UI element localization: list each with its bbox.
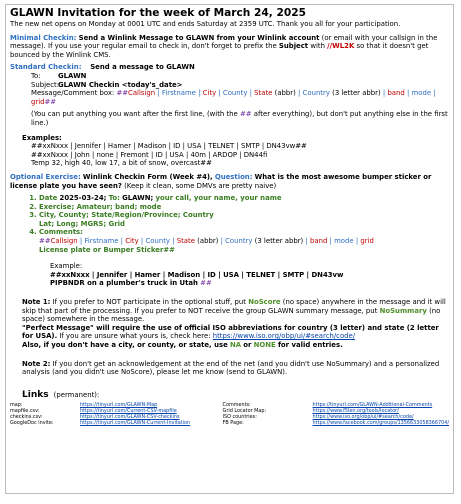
- step-2: 2. Exercise; Amateur; band; mode: [39, 203, 449, 212]
- example-3: Temp 32, high 40, low 17, a bit of snow, overcast##: [31, 159, 212, 168]
- minimal-bold: Send a Winlink Message to GLAWN from your Winlink account: [78, 33, 320, 42]
- grid-locator-link[interactable]: https://www.f5len.org/tools/locator/: [312, 407, 399, 414]
- fld-firstname: Firstname: [161, 89, 196, 98]
- mapfile-link[interactable]: https://tinyurl.com/Current-CSV-mapfile: [80, 407, 177, 414]
- checkins-link[interactable]: https://tinyurl.com/GLAWN-CSV-checkins: [80, 413, 180, 420]
- links-heading-note: (permanent):: [53, 390, 100, 399]
- to-value: GLAWN: [58, 71, 87, 80]
- note-2: Note 2: If you don't get an acknowledgement at the end of the net (and you didn't use NoSummary) and a personalized analysis (and you didn't use NoScore), please let me know (send to GLAWN).: [22, 359, 440, 377]
- fld-mode: mode: [411, 89, 432, 98]
- example-line-1: ##xxNxxx | Jennifer | Hamer | Madison | ID | USA | TELNET | SMTP | DN43vw: [50, 270, 344, 279]
- minimal-text2: so that it doesn't get bounced by the Winlink CMS.: [10, 42, 429, 59]
- na-keyword: NA: [229, 341, 242, 349]
- intro-text: The new net opens on Monday at 0001 UTC and ends Saturday at 2359 UTC. Thank you all for your participation.: [10, 20, 401, 28]
- optional-exercise: [10, 173, 449, 190]
- to-label: To:: [31, 71, 41, 80]
- noscore-keyword: NoScore: [248, 298, 281, 307]
- example-line-2: PIPBNDR on a plumber's truck in Utah ##: [50, 279, 212, 288]
- standard-send: Send a message to GLAWN: [90, 63, 195, 72]
- to-line: [10, 72, 449, 81]
- msg-label: Message/Comment box:: [31, 89, 115, 98]
- minimal-heading: Minimal Checkin:: [10, 33, 77, 42]
- question-text: What is the most awesome bumper sticker or license plate you have seen?: [10, 172, 432, 190]
- page-title: GLAWN Invitation for the week of March 24, 2025: [10, 7, 306, 19]
- standard-heading: Standard Checkin:: [10, 63, 82, 72]
- fld-band: band: [387, 89, 405, 98]
- minimal-prefix: //WL2K: [327, 42, 355, 51]
- iso-countries-link[interactable]: https://www.iso.org/obp/ui/#search/code/: [312, 413, 414, 420]
- example-2: ##xxNxxx | John | none | Fremont | ID | USA | 40m | ARDOP | DN44fi: [31, 150, 268, 159]
- fld-county: County: [222, 89, 248, 98]
- iso-link[interactable]: https://www.iso.org/obp/ui/#search/code/: [212, 332, 356, 341]
- step-3: 3. City, County; State/Region/Province; Country Lat; Long; MGRS; Grid: [39, 211, 449, 228]
- perfect-message: "Perfect Message" will require the use of official ISO abbreviations for country (3 letter) and state (2 letter for USA). If you are unsure what yours is, check here: https://www.iso.org/obp/ui/#search/code/: [22, 323, 439, 341]
- minimal-subject: Subject: [278, 42, 309, 51]
- links-right: Comments: https://tinyurl.com/GLAWN-Additional-Comments Grid Locator Map: https://www.f5len.org/tools/locator/ ISO countries: https://www.iso.org/obp/ui/#search/code/ FB Page: https://www.facebook.com/groups/1356633058366704/: [222, 401, 449, 426]
- step-1: 1. Date 2025-03-24; To: GLAWN; your call, your name, your name: [39, 194, 449, 203]
- fld-callsign: Callsign: [128, 89, 156, 98]
- subject-label: Subject:: [31, 80, 60, 89]
- subject-line: [10, 81, 449, 90]
- googledoc-link[interactable]: https://tinyurl.com/GLAWN-Current-Invitation: [80, 419, 191, 426]
- minimal-with: with: [310, 42, 325, 51]
- minimal-text1: (or email with your callsign in the message). If you use your regular email to check in, don't forget to prefix the: [10, 33, 438, 51]
- none-keyword: NONE: [253, 341, 276, 349]
- nosummary-keyword: NoSummary: [379, 306, 427, 315]
- question-label: Question:: [214, 172, 253, 181]
- fld-state: State: [254, 89, 273, 98]
- example-1: ##xxNxxx | Jennifer | Hamer | Madison | ID | USA | TELNET | SMTP | DN43vw##: [31, 142, 307, 151]
- comments-link[interactable]: https://tinyurl.com/GLAWN-Additional-Comments: [312, 401, 433, 408]
- links-left: map: https://tinyurl.com/GLAWN-Map mapfile.csv: https://tinyurl.com/Current-CSV-mapfile checkins.csv: https://tinyurl.com/GLAWN-CSV-checkins GoogleDoc invite: https://tinyurl.com/GLAWN-Current-Invitation: [10, 401, 191, 426]
- minimal-checkin: [10, 34, 449, 60]
- examples-heading: Examples:: [22, 133, 62, 142]
- also-note: Also, if you don't have a city, or county, or state, use NA or NONE for valid entries.: [22, 341, 343, 349]
- fld-grid: grid: [31, 97, 45, 106]
- question-note: (Keep it clean, some DMVs are pretty naive): [124, 181, 277, 190]
- fld-city: City: [202, 89, 217, 98]
- fb-page-link[interactable]: https://www.facebook.com/groups/1356633058366704/: [312, 419, 449, 426]
- links-section: [10, 382, 449, 426]
- message-format: Message/Comment box: ##Callsign | Firstname | City | County | State (abbr) | Country (3 letter abbr) | band | mode | grid##: [31, 89, 436, 106]
- links-heading: Links: [22, 389, 49, 400]
- example-label: Example:: [50, 262, 83, 271]
- map-link[interactable]: https://tinyurl.com/GLAWN-Map: [80, 401, 158, 408]
- subject-value: GLAWN Checkin <today's_date>: [58, 80, 183, 89]
- note-1: Note 1: If you prefer to NOT participate in the optional stuff, put NoScore (no space) anywhere in the message and it will skip that part of the processing. If you prefer to NOT receive the group GLAWN summary message, put NoSummary (no space) somewhere in the message.: [22, 298, 446, 324]
- invitation-document: [5, 4, 454, 494]
- standard-checkin: [10, 63, 449, 72]
- exercise-steps: [10, 194, 449, 254]
- step-4: 4. Comments: ##Callsign | Firstname | City | County | State (abbr) | Country (3 letter abbr) | band | mode | grid License plate or Bumper Sticker##: [39, 228, 449, 254]
- fld-country: Country: [302, 89, 330, 98]
- optional-heading: Optional Exercise:: [10, 172, 81, 181]
- format-note: (You can put anything you want after the first line, (with the ## after everything), but don't put anything else in the first line.): [31, 110, 448, 127]
- optional-form: Winlink Checkin Form (Week #4),: [82, 172, 213, 181]
